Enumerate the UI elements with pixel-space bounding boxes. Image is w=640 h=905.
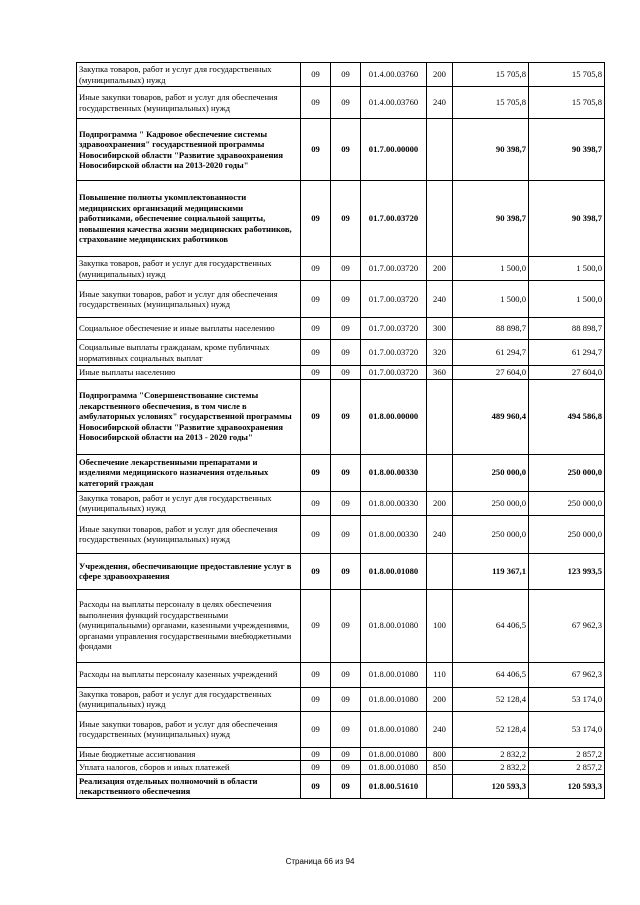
- cell-expense-type: 240: [427, 87, 453, 119]
- cell-section: 09: [301, 515, 331, 553]
- cell-amount-2: 250 000,0: [529, 515, 605, 553]
- cell-amount-2: 250 000,0: [529, 491, 605, 515]
- cell-amount-2: 2 857,2: [529, 761, 605, 775]
- cell-expense-type: [427, 119, 453, 181]
- cell-subsection: 09: [331, 340, 361, 366]
- cell-name: Подпрограмма " Кадровое обеспечение системы здравоохранения" государственной программы Новосибирской области "Развитие здравоохранения Новосибирской области на 2013-2020 годы": [77, 119, 301, 181]
- table-row: [77, 589, 605, 662]
- cell-amount-1: 61 294,7: [453, 340, 529, 366]
- table-row: [77, 181, 605, 257]
- cell-subsection: 09: [331, 761, 361, 775]
- cell-subsection: 09: [331, 379, 361, 454]
- cell-target-article: 01.8.00.51610: [361, 774, 427, 798]
- cell-section: 09: [301, 454, 331, 491]
- table-row: [77, 687, 605, 711]
- cell-target-article: 01.7.00.03720: [361, 340, 427, 366]
- cell-subsection: 09: [331, 87, 361, 119]
- cell-section: 09: [301, 119, 331, 181]
- cell-amount-2: 15 705,8: [529, 87, 605, 119]
- cell-amount-2: 88 898,7: [529, 318, 605, 340]
- cell-amount-1: 1 500,0: [453, 281, 529, 318]
- cell-amount-1: 2 832,2: [453, 761, 529, 775]
- cell-expense-type: 200: [427, 257, 453, 281]
- cell-amount-2: 53 174,0: [529, 687, 605, 711]
- cell-expense-type: 100: [427, 589, 453, 662]
- cell-name: Социальные выплаты гражданам, кроме публичных нормативных социальных выплат: [77, 340, 301, 366]
- table-row: [77, 454, 605, 491]
- cell-subsection: 09: [331, 589, 361, 662]
- cell-subsection: 09: [331, 281, 361, 318]
- cell-expense-type: 850: [427, 761, 453, 775]
- cell-name: Подпрограмма "Совершенствование системы лекарственного обеспечения, в том числе в амбулаторных условиях" государственной программы Новосибирской области "Развитие здравоохранения Новосибирской области на 2013 - 2020 годы": [77, 379, 301, 454]
- cell-amount-1: 64 406,5: [453, 589, 529, 662]
- cell-subsection: 09: [331, 366, 361, 380]
- cell-name: Закупка товаров, работ и услуг для государственных (муниципальных) нужд: [77, 687, 301, 711]
- cell-amount-2: 1 500,0: [529, 281, 605, 318]
- cell-amount-2: 1 500,0: [529, 257, 605, 281]
- cell-amount-1: 120 593,3: [453, 774, 529, 798]
- cell-amount-1: 27 604,0: [453, 366, 529, 380]
- cell-section: 09: [301, 63, 331, 87]
- cell-name: Иные бюджетные ассигнования: [77, 747, 301, 761]
- page-number: Страница 66 из 94: [285, 857, 355, 866]
- cell-target-article: 01.8.00.01080: [361, 747, 427, 761]
- cell-subsection: 09: [331, 119, 361, 181]
- table-row: [77, 515, 605, 553]
- cell-section: 09: [301, 257, 331, 281]
- cell-amount-1: 250 000,0: [453, 515, 529, 553]
- cell-target-article: 01.8.00.00330: [361, 515, 427, 553]
- cell-target-article: 01.8.00.00330: [361, 491, 427, 515]
- cell-target-article: 01.7.00.03720: [361, 281, 427, 318]
- cell-expense-type: 300: [427, 318, 453, 340]
- cell-expense-type: [427, 181, 453, 257]
- table-row: [77, 318, 605, 340]
- cell-subsection: 09: [331, 63, 361, 87]
- cell-name: Закупка товаров, работ и услуг для государственных (муниципальных) нужд: [77, 63, 301, 87]
- cell-target-article: 01.7.00.03720: [361, 257, 427, 281]
- table-row: [77, 257, 605, 281]
- cell-section: 09: [301, 491, 331, 515]
- budget-table: [76, 62, 605, 799]
- table-row: [77, 761, 605, 775]
- cell-section: 09: [301, 711, 331, 747]
- cell-amount-1: 489 960,4: [453, 379, 529, 454]
- cell-amount-2: 27 604,0: [529, 366, 605, 380]
- cell-name: Иные закупки товаров, работ и услуг для обеспечения государственных (муниципальных) нужд: [77, 515, 301, 553]
- table-row: [77, 340, 605, 366]
- cell-expense-type: 200: [427, 687, 453, 711]
- cell-section: 09: [301, 281, 331, 318]
- cell-expense-type: 360: [427, 366, 453, 380]
- cell-target-article: 01.4.00.03760: [361, 63, 427, 87]
- cell-subsection: 09: [331, 318, 361, 340]
- cell-amount-1: 250 000,0: [453, 491, 529, 515]
- cell-target-article: 01.7.00.03720: [361, 366, 427, 380]
- cell-section: 09: [301, 553, 331, 589]
- cell-name: Реализация отдельных полномочий в области лекарственного обеспечения: [77, 774, 301, 798]
- cell-name: Иные закупки товаров, работ и услуг для обеспечения государственных (муниципальных) нужд: [77, 711, 301, 747]
- cell-subsection: 09: [331, 662, 361, 687]
- cell-target-article: 01.8.00.01080: [361, 553, 427, 589]
- cell-expense-type: [427, 553, 453, 589]
- cell-amount-2: 90 398,7: [529, 119, 605, 181]
- table-row: [77, 63, 605, 87]
- cell-target-article: 01.8.00.01080: [361, 711, 427, 747]
- cell-amount-1: 88 898,7: [453, 318, 529, 340]
- cell-amount-2: 123 993,5: [529, 553, 605, 589]
- cell-amount-2: 90 398,7: [529, 181, 605, 257]
- cell-amount-1: 52 128,4: [453, 687, 529, 711]
- cell-amount-2: 61 294,7: [529, 340, 605, 366]
- cell-expense-type: 240: [427, 281, 453, 318]
- cell-amount-1: 250 000,0: [453, 454, 529, 491]
- cell-section: 09: [301, 747, 331, 761]
- cell-target-article: 01.7.00.03720: [361, 318, 427, 340]
- page-footer: [0, 857, 640, 866]
- table-row: [77, 662, 605, 687]
- cell-amount-2: 67 962,3: [529, 589, 605, 662]
- table-row: [77, 774, 605, 798]
- cell-subsection: 09: [331, 454, 361, 491]
- cell-amount-1: 15 705,8: [453, 87, 529, 119]
- cell-amount-1: 15 705,8: [453, 63, 529, 87]
- table-row: [77, 379, 605, 454]
- cell-name: Закупка товаров, работ и услуг для государственных (муниципальных) нужд: [77, 491, 301, 515]
- cell-subsection: 09: [331, 747, 361, 761]
- cell-amount-1: 119 367,1: [453, 553, 529, 589]
- cell-section: 09: [301, 662, 331, 687]
- cell-expense-type: [427, 379, 453, 454]
- cell-expense-type: 800: [427, 747, 453, 761]
- table-row: [77, 366, 605, 380]
- cell-expense-type: 240: [427, 711, 453, 747]
- cell-subsection: 09: [331, 687, 361, 711]
- cell-amount-1: 90 398,7: [453, 181, 529, 257]
- cell-name: Социальное обеспечение и иные выплаты населению: [77, 318, 301, 340]
- cell-amount-1: 1 500,0: [453, 257, 529, 281]
- cell-section: 09: [301, 340, 331, 366]
- cell-section: 09: [301, 318, 331, 340]
- cell-amount-2: 53 174,0: [529, 711, 605, 747]
- cell-subsection: 09: [331, 515, 361, 553]
- cell-name: Иные закупки товаров, работ и услуг для обеспечения государственных (муниципальных) нужд: [77, 87, 301, 119]
- cell-name: Учреждения, обеспечивающие предоставление услуг в сфере здравоохранения: [77, 553, 301, 589]
- cell-subsection: 09: [331, 774, 361, 798]
- cell-expense-type: [427, 454, 453, 491]
- cell-amount-2: 250 000,0: [529, 454, 605, 491]
- cell-expense-type: [427, 774, 453, 798]
- cell-section: 09: [301, 761, 331, 775]
- cell-amount-1: 64 406,5: [453, 662, 529, 687]
- cell-name: Иные выплаты населению: [77, 366, 301, 380]
- cell-target-article: 01.8.00.00000: [361, 379, 427, 454]
- cell-amount-2: 120 593,3: [529, 774, 605, 798]
- cell-expense-type: 240: [427, 515, 453, 553]
- cell-target-article: 01.8.00.00330: [361, 454, 427, 491]
- cell-name: Закупка товаров, работ и услуг для государственных (муниципальных) нужд: [77, 257, 301, 281]
- table-row: [77, 747, 605, 761]
- cell-amount-2: 15 705,8: [529, 63, 605, 87]
- cell-expense-type: 110: [427, 662, 453, 687]
- cell-expense-type: 320: [427, 340, 453, 366]
- table-row: [77, 281, 605, 318]
- cell-section: 09: [301, 774, 331, 798]
- cell-target-article: 01.8.00.01080: [361, 687, 427, 711]
- cell-name: Расходы на выплаты персоналу казенных учреждений: [77, 662, 301, 687]
- cell-section: 09: [301, 379, 331, 454]
- cell-amount-1: 2 832,2: [453, 747, 529, 761]
- cell-subsection: 09: [331, 553, 361, 589]
- cell-subsection: 09: [331, 257, 361, 281]
- table-row: [77, 119, 605, 181]
- table-row: [77, 553, 605, 589]
- cell-amount-2: 2 857,2: [529, 747, 605, 761]
- table-row: [77, 491, 605, 515]
- cell-name: Уплата налогов, сборов и иных платежей: [77, 761, 301, 775]
- cell-section: 09: [301, 366, 331, 380]
- cell-name: Расходы на выплаты персоналу в целях обеспечения выполнения функций государственными (муниципальными) органами, казенными учреждениями, органами управления государственными внебюджетными фондами: [77, 589, 301, 662]
- cell-target-article: 01.8.00.01080: [361, 662, 427, 687]
- cell-target-article: 01.8.00.01080: [361, 761, 427, 775]
- cell-subsection: 09: [331, 711, 361, 747]
- cell-amount-2: 67 962,3: [529, 662, 605, 687]
- cell-amount-1: 52 128,4: [453, 711, 529, 747]
- cell-section: 09: [301, 87, 331, 119]
- cell-amount-2: 494 586,8: [529, 379, 605, 454]
- cell-name: Повышение полноты укомплектованности медицинских организаций медицинскими работниками, обеспечение социальной защиты, повышения качества жизни медицинских работников, страхование медицинских работников: [77, 181, 301, 257]
- cell-name: Обеспечение лекарственными препаратами и изделиями медицинского назначения отдельных категорий граждан: [77, 454, 301, 491]
- cell-target-article: 01.8.00.01080: [361, 589, 427, 662]
- cell-subsection: 09: [331, 181, 361, 257]
- cell-expense-type: 200: [427, 491, 453, 515]
- cell-section: 09: [301, 589, 331, 662]
- cell-expense-type: 200: [427, 63, 453, 87]
- table-row: [77, 711, 605, 747]
- cell-target-article: 01.4.00.03760: [361, 87, 427, 119]
- cell-target-article: 01.7.00.00000: [361, 119, 427, 181]
- cell-target-article: 01.7.00.03720: [361, 181, 427, 257]
- cell-section: 09: [301, 181, 331, 257]
- cell-amount-1: 90 398,7: [453, 119, 529, 181]
- cell-name: Иные закупки товаров, работ и услуг для обеспечения государственных (муниципальных) нужд: [77, 281, 301, 318]
- table-row: [77, 87, 605, 119]
- table-body: [77, 63, 605, 799]
- cell-section: 09: [301, 687, 331, 711]
- cell-subsection: 09: [331, 491, 361, 515]
